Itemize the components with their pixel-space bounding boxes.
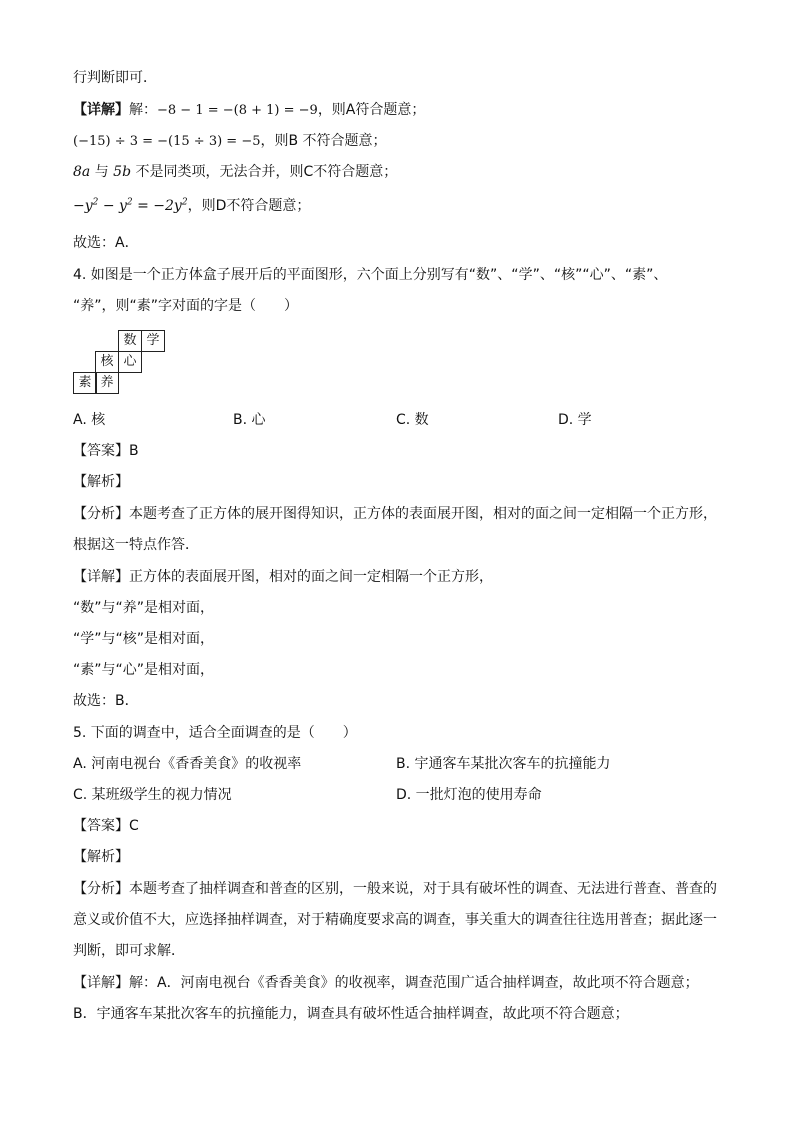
q4-fenxi-line-2 [73, 535, 199, 555]
q5-option-c: C. 某班级学生的视力情况 [73, 787, 232, 803]
q4-answer [73, 441, 139, 461]
text: 判断，即可求解． [73, 943, 185, 959]
q5-answer [73, 816, 139, 836]
q4-option-a: A. 核 [73, 412, 106, 428]
q4-pair-1 [73, 598, 214, 618]
q5-fenxi-line-3 [73, 941, 185, 961]
q5-option-b: B. 宇通客车某批次客车的抗撞能力 [396, 756, 611, 772]
text: ，则B 不符合题意； [260, 133, 387, 149]
net-cell-shu: 数 [118, 330, 142, 352]
text: 意义或价值不大，应选择抽样调查，对于精确度要求高的调查，事关重大的调查往往选用普查；据此逐一 [73, 912, 717, 928]
math-expression: (−15) ÷ 3 = −(15 ÷ 3) = −5 [73, 134, 261, 149]
text: 故选：B． [73, 693, 139, 709]
q4-choose [73, 691, 139, 711]
net-cell-xue: 学 [141, 330, 165, 352]
text: “数”与“养”是相对面， [73, 600, 215, 616]
math-expression: −8 − 1 = −(8 + 1) = −9 [157, 103, 318, 118]
math-expression: $-y^2 - y^2 = -2y^2$ [73, 197, 188, 214]
text-line [73, 68, 157, 88]
text: 【详解】正方体的表面展开图，相对的面之间一定相隔一个正方形， [73, 569, 493, 585]
net-cell-su: 素 [73, 372, 97, 394]
question-4-line-1 [73, 265, 667, 285]
text: ，则D不符合题意； [187, 198, 311, 214]
text: 【分析】本题考查了正方体的展开图得知识，正方体的表面展开图，相对的面之间一定相隔一个正方形， [73, 506, 717, 522]
q5-analysis-heading [73, 847, 129, 867]
detail-line-b [73, 131, 387, 152]
question-text: 4. 如图是一个正方体盒子展开后的平面图形，六个面上分别写有“数”、“学”、“核”“心”、“素”、 [73, 267, 668, 283]
text: “学”与“核”是相对面， [73, 631, 215, 647]
question-text: “养”，则“素”字对面的字是（ ） [73, 298, 299, 314]
q4-pair-3 [73, 660, 214, 680]
detail-line-a [73, 100, 425, 121]
net-cell-xin: 心 [118, 351, 142, 373]
detail-line-d [73, 196, 310, 216]
net-cell-he: 核 [95, 351, 119, 373]
text: 解： [129, 102, 157, 118]
q5-fenxi-line-2 [73, 910, 717, 930]
text: 不是同类项，无法合并，则C不符合题意； [135, 164, 398, 180]
text: 【详解】解：A．河南电视台《香香美食》的收视率，调查范围广适合抽样调查，故此项不符合题意； [73, 975, 699, 991]
question-4-line-2 [73, 296, 298, 316]
q4-detail [73, 567, 493, 587]
detail-line-c [73, 162, 397, 182]
q5-detail-line-2 [73, 1004, 629, 1024]
answer-text: 【答案】C [73, 818, 139, 834]
text: 【分析】本题考查了抽样调查和普查的区别，一般来说，对于具有破坏性的调查、无法进行普查、普查的 [73, 881, 717, 897]
net-cell-yang: 养 [95, 372, 119, 394]
text: 行判断即可． [73, 70, 157, 86]
answer-text: 【答案】B [73, 443, 139, 459]
text: B．宇通客车某批次客车的抗撞能力，调查具有破坏性适合抽样调查，故此项不符合题意； [73, 1006, 629, 1022]
question-5 [73, 723, 357, 743]
q4-option-b: B. 心 [233, 412, 266, 428]
heading-text: 【解析】 [73, 474, 129, 490]
text: ，则A符合题意； [317, 102, 426, 118]
choose-line [73, 233, 139, 253]
math-term: 8a [73, 164, 91, 180]
q5-option-a: A. 河南电视台《香香美食》的收视率 [73, 756, 302, 772]
question-text: 5. 下面的调查中，适合全面调查的是（ ） [73, 725, 357, 741]
q4-pair-2 [73, 629, 214, 649]
text: 与 [94, 164, 109, 180]
q5-option-d: D. 一批灯泡的使用寿命 [396, 787, 542, 803]
q4-option-c: C. 数 [396, 412, 429, 428]
text: “素”与“心”是相对面， [73, 662, 215, 678]
q4-fenxi-line-1 [73, 504, 717, 524]
q5-detail-line-1 [73, 973, 699, 993]
cube-net-figure [73, 330, 173, 396]
detail-tag: 【详解】 [73, 102, 129, 118]
heading-text: 【解析】 [73, 849, 129, 865]
text: 根据这一特点作答． [73, 537, 199, 553]
text: 故选：A． [73, 235, 139, 251]
q4-option-d: D. 学 [558, 412, 592, 428]
q4-analysis-heading [73, 472, 129, 492]
q5-fenxi-line-1 [73, 879, 717, 899]
math-term: 5b [113, 164, 132, 180]
